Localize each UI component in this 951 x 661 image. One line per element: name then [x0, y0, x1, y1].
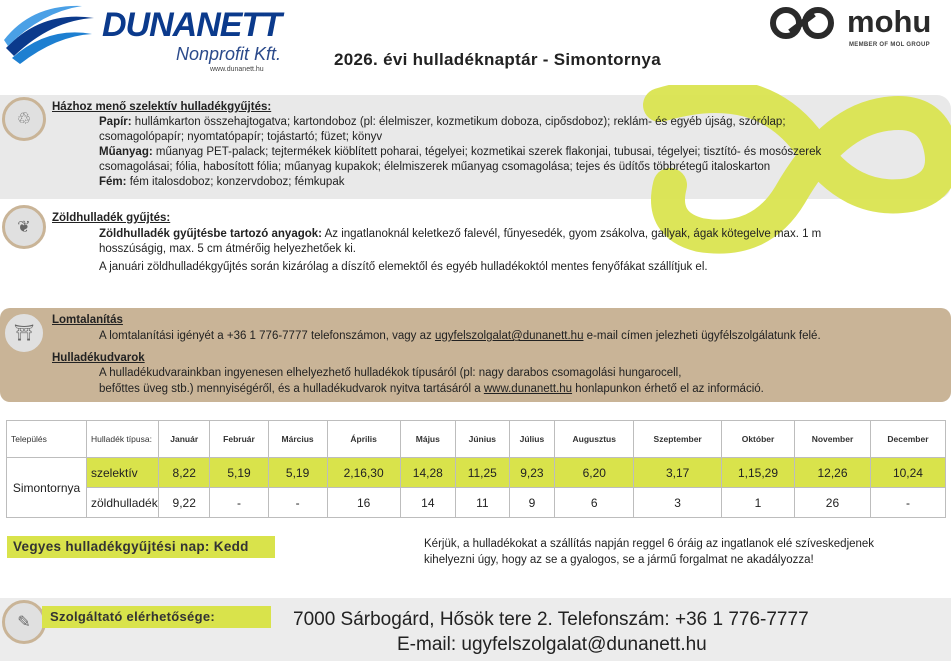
leaf-icon: ❦: [2, 205, 46, 249]
header-month: Június: [455, 421, 509, 458]
metal-line: [99, 175, 344, 189]
plastic-text: műanyag PET-palack; tejtermékek kiöblített poharai, tégelyei; kozmetikai szerek flakonjai, tubusai, tégelyei; tisztító- és mosószerek: [155, 146, 822, 158]
date-cell: 3: [634, 488, 722, 518]
bulky-line: [99, 329, 821, 343]
green-text: Az ingatlanoknál keletkező falevél, fűnyesedék, gyom zsákolva, gallyak, ágak kötegelve max. 1 m: [324, 228, 822, 240]
header-month: Augusztus: [555, 421, 634, 458]
selective-title: Házhoz menő szelektív hulladékgyűjtés:: [52, 101, 272, 113]
green-line-2: hosszúságig, max. 5 cm átmérőig helyezhetőek ki.: [99, 243, 356, 255]
header-month: Április: [327, 421, 400, 458]
contact-label: Szolgáltató elérhetősége:: [42, 606, 271, 628]
date-cell: 9,23: [509, 458, 555, 488]
date-cell: 11,25: [455, 458, 509, 488]
header-month: December: [870, 421, 945, 458]
date-cell: 12,26: [795, 458, 871, 488]
date-cell: 11: [455, 488, 509, 518]
green-title: Zöldhulladék gyűjtés:: [52, 212, 171, 224]
yard-line-2: [99, 382, 764, 396]
header-month: Január: [159, 421, 210, 458]
mohu-logo-subtitle: MEMBER OF MOL GROUP: [849, 42, 930, 48]
dunanett-logo-web: www.dunanett.hu: [210, 66, 264, 73]
header-month: Február: [210, 421, 268, 458]
placement-notice-line2: kihelyezni úgy, hogy az se a gyalogos, se a jármű forgalmat ne akadályozza!: [424, 554, 814, 566]
waste-type-cell: szelektív: [87, 458, 159, 488]
header-settlement: Település: [7, 421, 87, 458]
mixed-waste-day-badge: Vegyes hulladékgyűjtési nap: Kedd: [7, 536, 275, 558]
paper-line-2: csomagolópapír; nyomtatópapír; tojástartó; füzet; könyv: [99, 131, 383, 143]
table-row-green: [7, 488, 946, 518]
header-month: Október: [721, 421, 794, 458]
yard-line: A hulladékudvarainkban ingyenesen elhelyezhető hulladékok típusáról (pl: nagy darabos csomagolási hungarocell,: [99, 367, 682, 379]
plastic-line: [99, 145, 821, 159]
date-cell: 1,15,29: [721, 458, 794, 488]
mohu-logo-icon: [768, 6, 842, 40]
waste-type-cell: zöldhulladék: [87, 488, 159, 518]
bulky-text-before: A lomtalanítási igényét a +36 1 776-7777 telefonszámon, vagy az: [99, 330, 435, 342]
placement-notice-line1: Kérjük, a hulladékokat a szállítás napján reggel 6 óráig az ingatlanok elé szíveskedjenek: [424, 538, 875, 550]
yard-text-before: befőttes üveg stb.) mennyiségéről, és a hulladékudvarok nyitva tartásáról a: [99, 383, 484, 395]
bulky-title: Lomtalanítás: [52, 314, 123, 326]
contact-email[interactable]: E-mail: ugyfelszolgalat@dunanett.hu: [397, 634, 707, 655]
bulky-email-link[interactable]: ugyfelszolgalat@dunanett.hu: [434, 330, 584, 342]
paper-line: [99, 115, 786, 129]
paper-label: Papír:: [99, 116, 132, 128]
mohu-logo-text: mohu: [847, 4, 932, 39]
date-cell: -: [870, 488, 945, 518]
bulky-text-after: e-mail címen jelezheti ügyfélszolgálatunk felé.: [583, 330, 821, 342]
header-waste-type: Hulladék típusa:: [87, 421, 159, 458]
date-cell: 5,19: [210, 458, 268, 488]
recycle-icon: ♲: [2, 97, 46, 141]
collection-calendar-table: [6, 420, 946, 518]
settlement-cell: Simontornya: [7, 458, 87, 518]
metal-label: Fém:: [99, 176, 127, 188]
header-month: November: [795, 421, 871, 458]
green-line-3: A januári zöldhulladékgyűjtés során kizárólag a díszítő elemektől és egyéb hulladékoktól mentes fenyőfákat szállítjuk el.: [99, 261, 708, 273]
plastic-label: Műanyag:: [99, 146, 153, 158]
green-label: Zöldhulladék gyűjtésbe tartozó anyagok:: [99, 228, 323, 240]
dunanett-logo-text: DUNANETT: [102, 6, 281, 44]
date-cell: 16: [327, 488, 400, 518]
green-line: [99, 227, 821, 241]
yard-title: Hulladékudvarok: [52, 352, 145, 364]
date-cell: 10,24: [870, 458, 945, 488]
date-cell: 8,22: [159, 458, 210, 488]
plastic-line-2: csomagolásai; fólia, habosított fólia; műanyag kupakok; élelmiszerek műanyag csomagolása; tejes és üdítős többrétegű italoskarton: [99, 161, 771, 173]
date-cell: 26: [795, 488, 871, 518]
header-month: Július: [509, 421, 555, 458]
date-cell: 2,16,30: [327, 458, 400, 488]
yard-text-after: honlapunkon érhető el az információ.: [572, 383, 764, 395]
date-cell: 1: [721, 488, 794, 518]
date-cell: 9,22: [159, 488, 210, 518]
sofa-icon: ⛩: [2, 311, 46, 355]
page-title: 2026. évi hulladéknaptár - Simontornya: [334, 50, 661, 69]
contact-address: 7000 Sárbogárd, Hősök tere 2. Telefonszám: +36 1 776-7777: [293, 609, 809, 630]
date-cell: -: [268, 488, 327, 518]
date-cell: 6: [555, 488, 634, 518]
paper-text: hullámkarton összehajtogatva; kartondoboz (pl: élelmiszer, kozmetikum doboza, cipősdoboz); reklám- és egyéb újság, szórólap;: [134, 116, 786, 128]
date-cell: 14: [400, 488, 455, 518]
date-cell: 3,17: [634, 458, 722, 488]
dunanett-logo-icon: [2, 0, 98, 70]
dunanett-logo-subtitle: Nonprofit Kft.: [176, 44, 282, 64]
table-row-selective: [7, 458, 946, 488]
metal-text: fém italosdoboz; konzervdoboz; fémkupak: [129, 176, 345, 188]
header-month: Szeptember: [634, 421, 722, 458]
header-month: Március: [268, 421, 327, 458]
header-month: Május: [400, 421, 455, 458]
date-cell: -: [210, 488, 268, 518]
date-cell: 5,19: [268, 458, 327, 488]
date-cell: 9: [509, 488, 555, 518]
edit-icon: ✎: [2, 600, 46, 644]
date-cell: 6,20: [555, 458, 634, 488]
yard-web-link[interactable]: www.dunanett.hu: [483, 383, 573, 395]
date-cell: 14,28: [400, 458, 455, 488]
